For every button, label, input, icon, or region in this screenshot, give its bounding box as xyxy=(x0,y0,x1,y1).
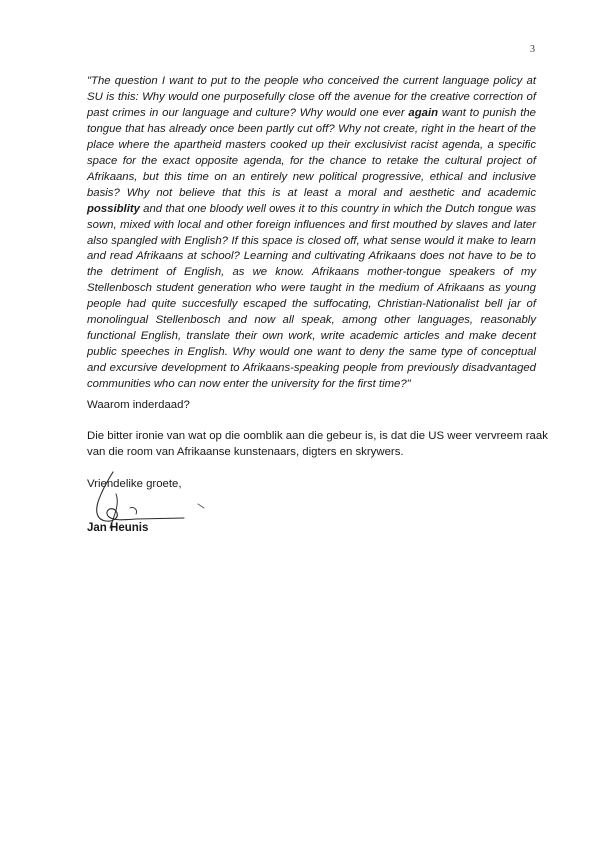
quote-text-part-2: want to punish the tongue that has already once been partly cut off? Why not create, right in the heart of the place where the apartheid masters cooked up their exclusivist racist agenda, a specific space for the exact opposite agenda, for the chance to retake the cultural project of Afrikaans, but this time on an entirely new political progressive, ethical and inclusive basis? Why not believe that this is at least a moral and aesthetic and academic xyxy=(87,106,536,199)
quote-emphasis-possiblity: possiblity xyxy=(87,202,140,215)
irony-paragraph: Die bitter ironie van wat op die oomblik aan die gebeur is, is dat die US weer vervreem raak van die room van Afrikaanse kunstenaars, digters en skrywers. xyxy=(87,430,548,458)
question-paragraph: Waarom inderdaad? xyxy=(87,399,190,411)
quoted-passage xyxy=(87,74,536,393)
quote-text-part-1: "The question I want to put to the people who conceived the current language policy at SU is this: Why would one purposefully close off the avenue for the creative correction of past crimes in our language and culture? Why would one ever xyxy=(87,75,536,119)
sender-name: Jan Heunis xyxy=(87,522,149,534)
closing-greeting: Vriendelike groete, xyxy=(87,478,182,490)
page-number: 3 xyxy=(530,44,535,55)
quote-text-part-3: and that one bloody well owes it to this country in which the Dutch tongue was sown, mixed with local and other foreign influences and first mouthed by slaves and later also spangled with English? If this space is closed off, what sense would it make to learn and read Afrikaans at school? Learning and cultivating Afrikaans does not have to be to the detriment of English, as we know. Afrikaans mother-tongue speakers of my Stellenbosch student generation who were taught in the medium of Afrikaans as young people had quite succesfully escaped the suffocating, Christian-Nationalist bell jar of monolingual Stellenbosch and now all speak, among other languages, reasonably functional English, translate their own work, write academic articles and make decent public speeches in English. Why would one want to deny the same type of conceptual and excursive development to Afrikaans-speaking people from previously disadvantaged communities who can now enter the university for the first time?" xyxy=(87,202,536,391)
quote-emphasis-again: again xyxy=(408,106,439,119)
